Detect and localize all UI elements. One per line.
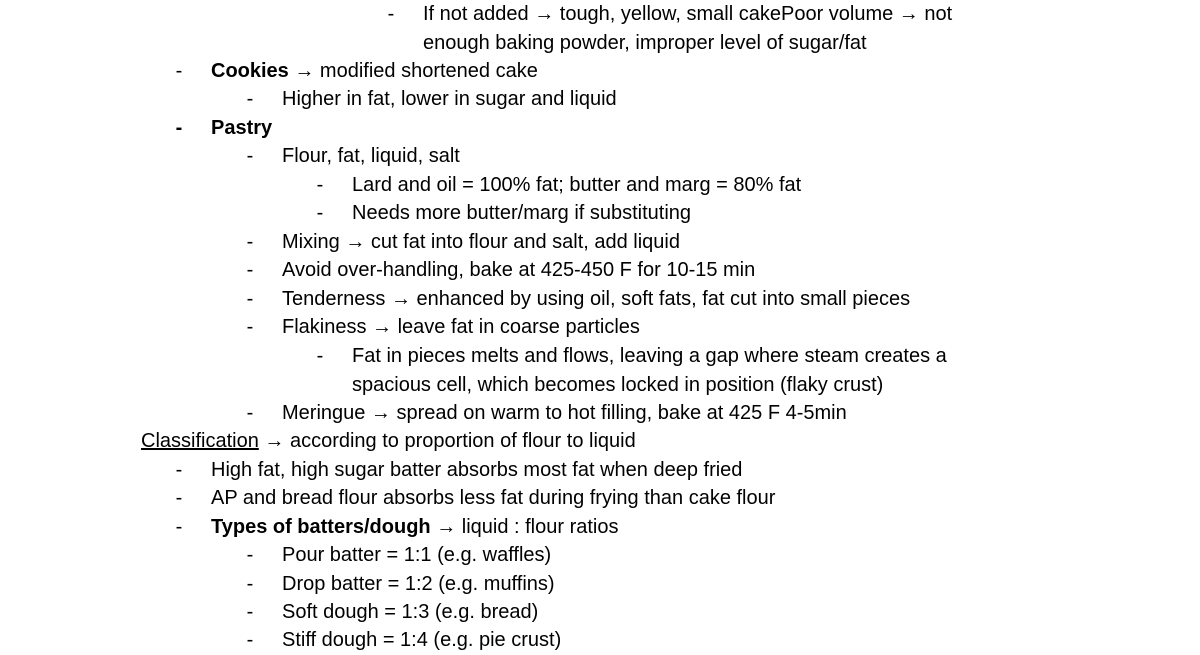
list-bullet: - — [246, 316, 254, 338]
list-bullet: - — [246, 402, 254, 424]
list-bullet: - — [246, 629, 254, 651]
list-bullet: - — [246, 145, 254, 167]
list-item: Mixing → cut fat into flour and salt, add liquid — [282, 231, 680, 253]
list-bullet: - — [246, 259, 254, 281]
cookies-heading: Cookies — [211, 60, 289, 82]
list-bullet: - — [246, 231, 254, 253]
list-item: Drop batter = 1:2 (e.g. muffins) — [282, 573, 555, 595]
list-bullet: - — [246, 288, 254, 310]
list-item: Soft dough = 1:3 (e.g. bread) — [282, 601, 539, 623]
list-item: Stiff dough = 1:4 (e.g. pie crust) — [282, 629, 562, 651]
list-item: Avoid over-handling, bake at 425-450 F for 10-15 min — [282, 259, 756, 281]
list-item: Lard and oil = 100% fat; butter and marg = 80% fat — [352, 174, 802, 196]
list-item-text: → modified shortened cake — [288, 60, 538, 82]
list-bullet: - — [175, 516, 183, 538]
list-bullet: - — [175, 60, 183, 82]
list-item — [211, 513, 619, 542]
list-item-text: → according to proportion of flour to liquid — [258, 430, 636, 452]
list-bullet: - — [246, 544, 254, 566]
types-heading: Types of batters/dough — [211, 516, 431, 538]
list-item — [211, 57, 538, 86]
list-item: Pour batter = 1:1 (e.g. waffles) — [282, 544, 552, 566]
classification-heading: Classification — [141, 430, 259, 452]
list-item — [141, 427, 636, 456]
list-item-text: → liquid : flour ratios — [430, 516, 619, 538]
list-item: AP and bread flour absorbs less fat during frying than cake flour — [211, 487, 776, 509]
list-bullet: - — [316, 174, 324, 196]
list-item: If not added → tough, yellow, small cakePoor volume → not enough baking powder, improper level of sugar/fat — [423, 3, 953, 54]
list-bullet: - — [246, 573, 254, 595]
list-bullet: - — [387, 3, 395, 25]
list-bullet: - — [246, 601, 254, 623]
list-item: Needs more butter/marg if substituting — [352, 202, 692, 224]
list-bullet: - — [175, 117, 183, 139]
pastry-heading: Pastry — [211, 117, 273, 139]
list-item — [211, 114, 272, 143]
list-item: Tenderness → enhanced by using oil, soft fats, fat cut into small pieces — [282, 288, 911, 310]
list-bullet: - — [175, 487, 183, 509]
list-item: Flour, fat, liquid, salt — [282, 145, 460, 167]
list-item: Fat in pieces melts and flows, leaving a gap where steam creates a spacious cell, which becomes locked in position (flaky crust) — [352, 345, 947, 396]
list-bullet: - — [316, 202, 324, 224]
list-bullet: - — [316, 345, 324, 367]
list-item: Meringue → spread on warm to hot filling, bake at 425 F 4-5min — [282, 402, 847, 424]
list-item: High fat, high sugar batter absorbs most fat when deep fried — [211, 459, 743, 481]
list-bullet: - — [246, 88, 254, 110]
list-bullet: - — [175, 459, 183, 481]
list-item: Flakiness → leave fat in coarse particles — [282, 316, 640, 338]
list-item: Higher in fat, lower in sugar and liquid — [282, 88, 617, 110]
